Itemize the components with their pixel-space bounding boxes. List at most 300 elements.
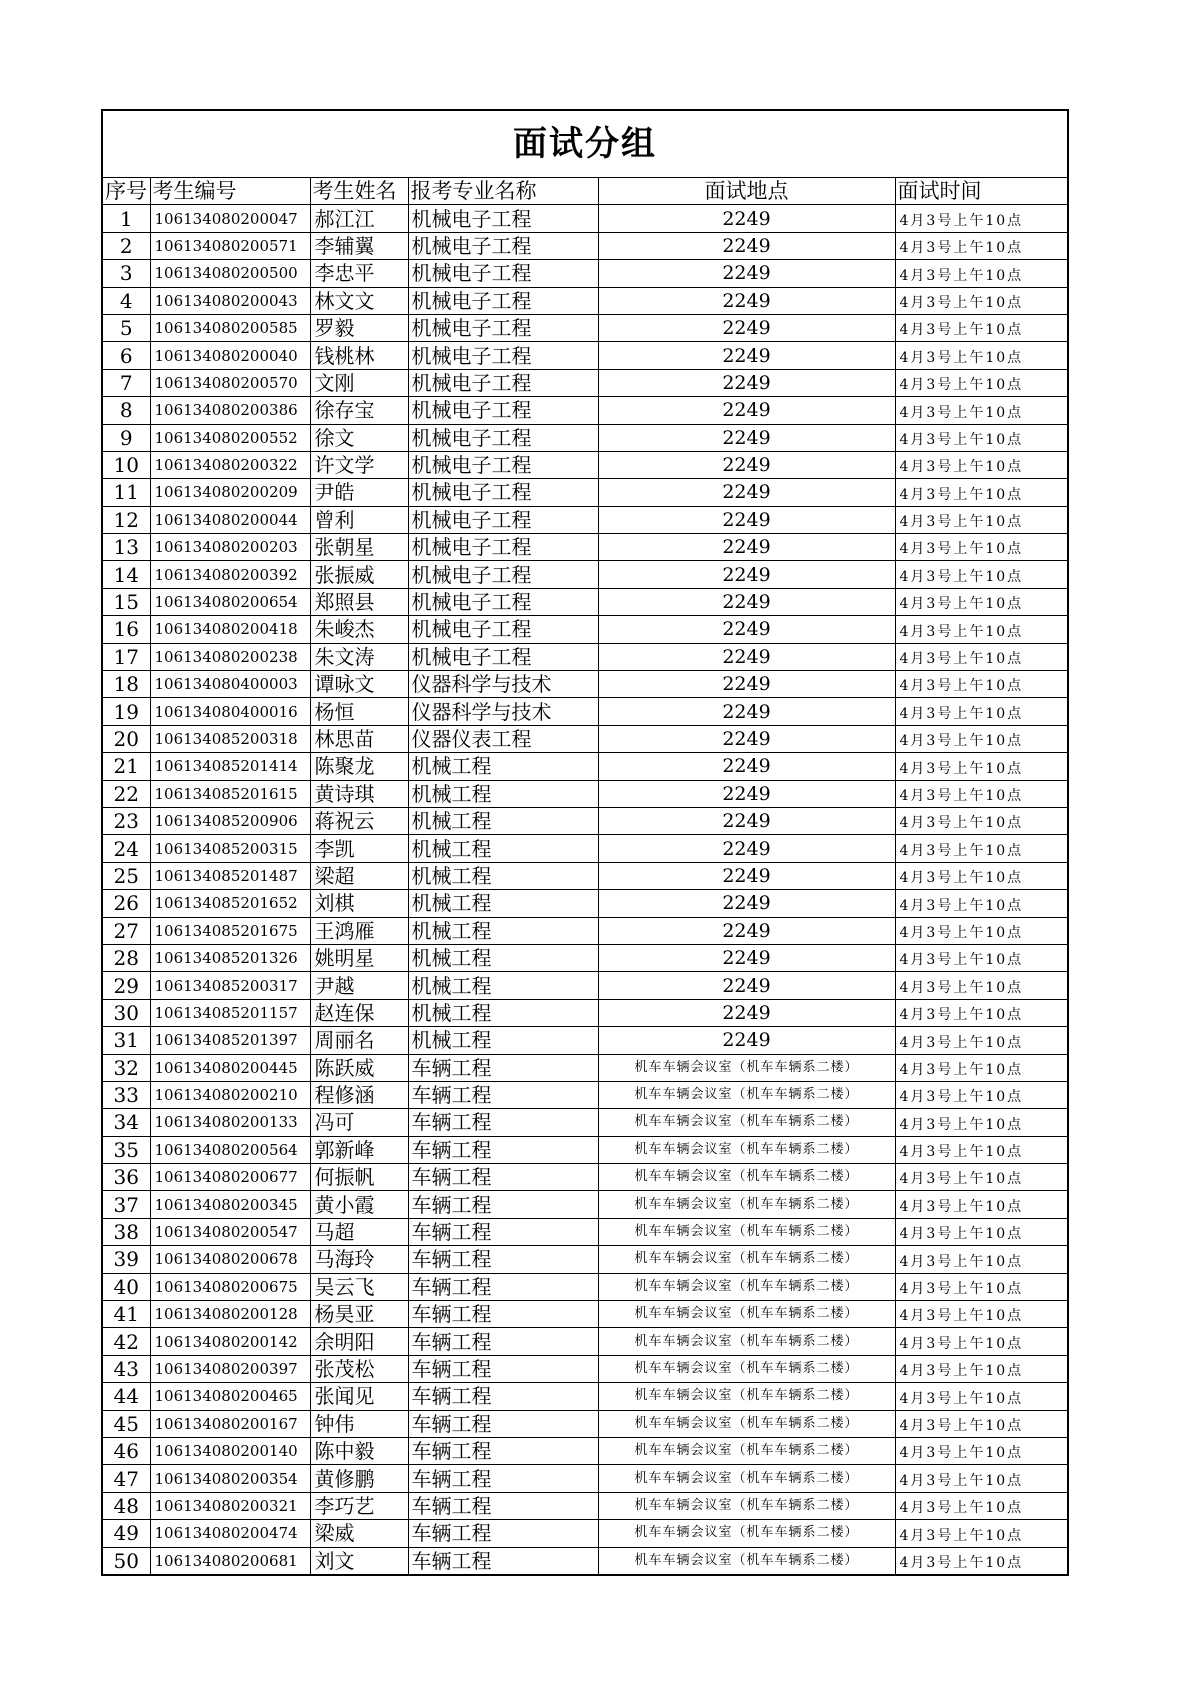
row-name: 马海玲: [310, 1246, 408, 1273]
row-time: 4月3号上午10点: [895, 1027, 1068, 1054]
row-time: 4月3号上午10点: [895, 999, 1068, 1026]
row-major: 机械电子工程: [408, 588, 598, 615]
row-location: 2249: [598, 232, 895, 259]
row-major: 机械电子工程: [408, 424, 598, 451]
row-exam-id: 106134080200128: [150, 1301, 310, 1328]
row-name: 许文学: [310, 451, 408, 478]
row-time: 4月3号上午10点: [895, 807, 1068, 834]
row-exam-id: 106134080200040: [150, 342, 310, 369]
row-time: 4月3号上午10点: [895, 972, 1068, 999]
row-location: 2249: [598, 780, 895, 807]
row-location: 2249: [598, 616, 895, 643]
row-location: 2249: [598, 698, 895, 725]
row-name: 余明阳: [310, 1328, 408, 1355]
row-seq: 50: [102, 1547, 150, 1575]
row-major: 车辆工程: [408, 1410, 598, 1437]
row-time: 4月3号上午10点: [895, 698, 1068, 725]
row-time: 4月3号上午10点: [895, 1437, 1068, 1464]
row-major: 车辆工程: [408, 1492, 598, 1519]
row-major: 车辆工程: [408, 1383, 598, 1410]
row-time: 4月3号上午10点: [895, 1136, 1068, 1163]
row-seq: 20: [102, 725, 150, 752]
row-seq: 28: [102, 944, 150, 971]
row-time: 4月3号上午10点: [895, 1547, 1068, 1575]
row-seq: 23: [102, 807, 150, 834]
row-seq: 34: [102, 1109, 150, 1136]
row-exam-id: 106134080200570: [150, 369, 310, 396]
row-location: 2249: [598, 725, 895, 752]
table-row: [102, 835, 1068, 862]
table-row: [102, 1410, 1068, 1437]
row-name: 张茂松: [310, 1355, 408, 1382]
row-exam-id: 106134080200397: [150, 1355, 310, 1382]
table-row: [102, 232, 1068, 259]
row-exam-id: 106134080200238: [150, 643, 310, 670]
row-seq: 15: [102, 588, 150, 615]
row-seq: 35: [102, 1136, 150, 1163]
row-major: 车辆工程: [408, 1164, 598, 1191]
row-location: 机车车辆会议室（机车车辆系二楼）: [598, 1109, 895, 1136]
row-exam-id: 106134085201326: [150, 944, 310, 971]
table-row: [102, 944, 1068, 971]
row-seq: 18: [102, 671, 150, 698]
row-seq: 26: [102, 890, 150, 917]
row-exam-id: 106134085201675: [150, 917, 310, 944]
row-major: 车辆工程: [408, 1355, 598, 1382]
row-location: 2249: [598, 972, 895, 999]
table-row: [102, 1383, 1068, 1410]
row-name: 徐文: [310, 424, 408, 451]
row-major: 车辆工程: [408, 1081, 598, 1108]
row-name: 郭新峰: [310, 1136, 408, 1163]
row-major: 机械工程: [408, 835, 598, 862]
row-name: 马超: [310, 1218, 408, 1245]
table-row: [102, 1109, 1068, 1136]
row-name: 冯可: [310, 1109, 408, 1136]
row-name: 黄诗琪: [310, 780, 408, 807]
row-location: 2249: [598, 342, 895, 369]
row-name: 曾利: [310, 506, 408, 533]
row-time: 4月3号上午10点: [895, 479, 1068, 506]
row-exam-id: 106134080200167: [150, 1410, 310, 1437]
row-seq: 2: [102, 232, 150, 259]
table-row: [102, 1054, 1068, 1081]
table-row: [102, 534, 1068, 561]
row-exam-id: 106134080200392: [150, 561, 310, 588]
row-major: 车辆工程: [408, 1109, 598, 1136]
row-exam-id: 106134080200321: [150, 1492, 310, 1519]
row-exam-id: 106134080200547: [150, 1218, 310, 1245]
row-time: 4月3号上午10点: [895, 314, 1068, 341]
row-seq: 22: [102, 780, 150, 807]
row-exam-id: 106134080200677: [150, 1164, 310, 1191]
row-name: 张朝星: [310, 534, 408, 561]
row-time: 4月3号上午10点: [895, 1492, 1068, 1519]
row-major: 机械工程: [408, 890, 598, 917]
table-row: [102, 479, 1068, 506]
row-seq: 13: [102, 534, 150, 561]
row-seq: 3: [102, 260, 150, 287]
row-time: 4月3号上午10点: [895, 671, 1068, 698]
row-time: 4月3号上午10点: [895, 944, 1068, 971]
row-time: 4月3号上午10点: [895, 862, 1068, 889]
row-seq: 19: [102, 698, 150, 725]
row-location: 机车车辆会议室（机车车辆系二楼）: [598, 1383, 895, 1410]
row-time: 4月3号上午10点: [895, 1410, 1068, 1437]
table-row: [102, 1437, 1068, 1464]
row-location: 机车车辆会议室（机车车辆系二楼）: [598, 1465, 895, 1492]
row-location: 2249: [598, 260, 895, 287]
header-location: 面试地点: [598, 178, 895, 205]
row-name: 陈聚龙: [310, 753, 408, 780]
row-exam-id: 106134080200474: [150, 1520, 310, 1547]
row-name: 杨恒: [310, 698, 408, 725]
row-major: 机械电子工程: [408, 534, 598, 561]
row-exam-id: 106134080200675: [150, 1273, 310, 1300]
row-exam-id: 106134080200140: [150, 1437, 310, 1464]
row-name: 吴云飞: [310, 1273, 408, 1300]
row-major: 车辆工程: [408, 1437, 598, 1464]
table-row: [102, 890, 1068, 917]
row-exam-id: 106134080200585: [150, 314, 310, 341]
row-name: 罗毅: [310, 314, 408, 341]
header-major: 报考专业名称: [408, 178, 598, 205]
row-major: 车辆工程: [408, 1218, 598, 1245]
row-location: 2249: [598, 890, 895, 917]
header-name: 考生姓名: [310, 178, 408, 205]
row-location: 机车车辆会议室（机车车辆系二楼）: [598, 1136, 895, 1163]
row-exam-id: 106134085201397: [150, 1027, 310, 1054]
row-major: 车辆工程: [408, 1273, 598, 1300]
row-exam-id: 106134085201487: [150, 862, 310, 889]
row-seq: 24: [102, 835, 150, 862]
row-exam-id: 106134080400003: [150, 671, 310, 698]
header-row: [102, 178, 1068, 205]
table-row: [102, 1547, 1068, 1575]
row-location: 2249: [598, 835, 895, 862]
row-location: 2249: [598, 643, 895, 670]
row-seq: 47: [102, 1465, 150, 1492]
row-location: 2249: [598, 506, 895, 533]
table-row: [102, 287, 1068, 314]
row-location: 机车车辆会议室（机车车辆系二楼）: [598, 1246, 895, 1273]
table-row: [102, 260, 1068, 287]
row-time: 4月3号上午10点: [895, 424, 1068, 451]
row-location: 2249: [598, 397, 895, 424]
table-row: [102, 698, 1068, 725]
header-exam-id: 考生编号: [150, 178, 310, 205]
row-time: 4月3号上午10点: [895, 1273, 1068, 1300]
row-seq: 45: [102, 1410, 150, 1437]
row-name: 程修涵: [310, 1081, 408, 1108]
table-row: [102, 1246, 1068, 1273]
row-location: 机车车辆会议室（机车车辆系二楼）: [598, 1081, 895, 1108]
row-seq: 11: [102, 479, 150, 506]
row-location: 2249: [598, 369, 895, 396]
row-major: 机械工程: [408, 1027, 598, 1054]
row-name: 尹越: [310, 972, 408, 999]
row-seq: 5: [102, 314, 150, 341]
row-time: 4月3号上午10点: [895, 835, 1068, 862]
row-exam-id: 106134080200552: [150, 424, 310, 451]
row-location: 机车车辆会议室（机车车辆系二楼）: [598, 1520, 895, 1547]
row-exam-id: 106134080200500: [150, 260, 310, 287]
row-time: 4月3号上午10点: [895, 1054, 1068, 1081]
row-seq: 10: [102, 451, 150, 478]
row-exam-id: 106134080200445: [150, 1054, 310, 1081]
row-exam-id: 106134080200203: [150, 534, 310, 561]
row-name: 黄小霞: [310, 1191, 408, 1218]
row-name: 李凯: [310, 835, 408, 862]
table-row: [102, 1492, 1068, 1519]
row-time: 4月3号上午10点: [895, 451, 1068, 478]
page-title: 面试分组: [102, 110, 1068, 178]
row-seq: 32: [102, 1054, 150, 1081]
table-row: [102, 1191, 1068, 1218]
row-name: 蒋祝云: [310, 807, 408, 834]
table-row: [102, 1520, 1068, 1547]
row-location: 2249: [598, 671, 895, 698]
row-major: 车辆工程: [408, 1136, 598, 1163]
row-seq: 21: [102, 753, 150, 780]
row-location: 2249: [598, 1027, 895, 1054]
row-major: 车辆工程: [408, 1054, 598, 1081]
row-time: 4月3号上午10点: [895, 1465, 1068, 1492]
row-exam-id: 106134085201615: [150, 780, 310, 807]
row-name: 梁威: [310, 1520, 408, 1547]
table-row: [102, 397, 1068, 424]
row-name: 朱峻杰: [310, 616, 408, 643]
row-major: 机械电子工程: [408, 479, 598, 506]
row-seq: 38: [102, 1218, 150, 1245]
row-name: 陈中毅: [310, 1437, 408, 1464]
row-seq: 40: [102, 1273, 150, 1300]
row-location: 2249: [598, 862, 895, 889]
row-time: 4月3号上午10点: [895, 397, 1068, 424]
row-major: 机械电子工程: [408, 342, 598, 369]
row-name: 林文文: [310, 287, 408, 314]
row-name: 林思苗: [310, 725, 408, 752]
row-location: 2249: [598, 314, 895, 341]
row-name: 钟伟: [310, 1410, 408, 1437]
row-time: 4月3号上午10点: [895, 1383, 1068, 1410]
row-time: 4月3号上午10点: [895, 534, 1068, 561]
row-location: 机车车辆会议室（机车车辆系二楼）: [598, 1301, 895, 1328]
row-time: 4月3号上午10点: [895, 506, 1068, 533]
row-major: 机械工程: [408, 862, 598, 889]
row-name: 周丽名: [310, 1027, 408, 1054]
row-time: 4月3号上午10点: [895, 780, 1068, 807]
row-exam-id: 106134080200571: [150, 232, 310, 259]
row-exam-id: 106134085200318: [150, 725, 310, 752]
row-time: 4月3号上午10点: [895, 342, 1068, 369]
row-seq: 49: [102, 1520, 150, 1547]
row-time: 4月3号上午10点: [895, 1164, 1068, 1191]
row-major: 仪器科学与技术: [408, 671, 598, 698]
row-major: 机械工程: [408, 807, 598, 834]
row-location: 机车车辆会议室（机车车辆系二楼）: [598, 1410, 895, 1437]
row-exam-id: 106134080200044: [150, 506, 310, 533]
row-exam-id: 106134080200209: [150, 479, 310, 506]
row-seq: 36: [102, 1164, 150, 1191]
row-location: 2249: [598, 588, 895, 615]
table-row: [102, 1081, 1068, 1108]
row-major: 机械电子工程: [408, 506, 598, 533]
row-major: 车辆工程: [408, 1465, 598, 1492]
row-exam-id: 106134080200654: [150, 588, 310, 615]
row-location: 2249: [598, 451, 895, 478]
row-major: 车辆工程: [408, 1328, 598, 1355]
row-major: 仪器科学与技术: [408, 698, 598, 725]
row-time: 4月3号上午10点: [895, 232, 1068, 259]
table-row: [102, 314, 1068, 341]
row-major: 机械工程: [408, 999, 598, 1026]
row-location: 2249: [598, 944, 895, 971]
row-seq: 27: [102, 917, 150, 944]
row-location: 2249: [598, 917, 895, 944]
row-seq: 48: [102, 1492, 150, 1519]
row-exam-id: 106134085200315: [150, 835, 310, 862]
row-seq: 1: [102, 205, 150, 232]
row-major: 机械电子工程: [408, 643, 598, 670]
table-row: [102, 807, 1068, 834]
row-name: 郝江江: [310, 205, 408, 232]
row-exam-id: 106134080200465: [150, 1383, 310, 1410]
row-name: 郑照县: [310, 588, 408, 615]
row-exam-id: 106134085200906: [150, 807, 310, 834]
row-exam-id: 106134080200418: [150, 616, 310, 643]
row-time: 4月3号上午10点: [895, 1355, 1068, 1382]
row-location: 机车车辆会议室（机车车辆系二楼）: [598, 1355, 895, 1382]
row-major: 机械工程: [408, 944, 598, 971]
row-major: 车辆工程: [408, 1191, 598, 1218]
table-row: [102, 1164, 1068, 1191]
table-row: [102, 1328, 1068, 1355]
row-location: 机车车辆会议室（机车车辆系二楼）: [598, 1273, 895, 1300]
row-name: 钱桃林: [310, 342, 408, 369]
table-row: [102, 725, 1068, 752]
row-seq: 12: [102, 506, 150, 533]
table-row: [102, 369, 1068, 396]
row-time: 4月3号上午10点: [895, 1520, 1068, 1547]
row-name: 陈跃威: [310, 1054, 408, 1081]
row-major: 机械工程: [408, 972, 598, 999]
row-time: 4月3号上午10点: [895, 643, 1068, 670]
table-row: [102, 588, 1068, 615]
row-location: 2249: [598, 753, 895, 780]
table-row: [102, 424, 1068, 451]
row-location: 2249: [598, 999, 895, 1026]
row-time: 4月3号上午10点: [895, 753, 1068, 780]
row-name: 姚明星: [310, 944, 408, 971]
row-name: 刘文: [310, 1547, 408, 1575]
table-row: [102, 780, 1068, 807]
row-location: 2249: [598, 287, 895, 314]
row-location: 机车车辆会议室（机车车辆系二楼）: [598, 1547, 895, 1575]
row-name: 李辅翼: [310, 232, 408, 259]
row-seq: 39: [102, 1246, 150, 1273]
table-row: [102, 999, 1068, 1026]
table-row: [102, 917, 1068, 944]
row-time: 4月3号上午10点: [895, 260, 1068, 287]
row-location: 2249: [598, 534, 895, 561]
row-location: 2249: [598, 561, 895, 588]
row-major: 机械电子工程: [408, 314, 598, 341]
row-name: 尹皓: [310, 479, 408, 506]
table-row: [102, 643, 1068, 670]
row-seq: 14: [102, 561, 150, 588]
row-major: 机械电子工程: [408, 205, 598, 232]
row-exam-id: 106134080200142: [150, 1328, 310, 1355]
row-major: 机械电子工程: [408, 287, 598, 314]
row-seq: 16: [102, 616, 150, 643]
table-row: [102, 342, 1068, 369]
row-seq: 31: [102, 1027, 150, 1054]
row-seq: 29: [102, 972, 150, 999]
row-seq: 8: [102, 397, 150, 424]
row-major: 机械电子工程: [408, 260, 598, 287]
table-row: [102, 1218, 1068, 1245]
row-location: 机车车辆会议室（机车车辆系二楼）: [598, 1191, 895, 1218]
table-row: [102, 451, 1068, 478]
row-seq: 44: [102, 1383, 150, 1410]
row-seq: 4: [102, 287, 150, 314]
row-exam-id: 106134080200133: [150, 1109, 310, 1136]
row-seq: 37: [102, 1191, 150, 1218]
row-exam-id: 106134080200345: [150, 1191, 310, 1218]
row-location: 机车车辆会议室（机车车辆系二楼）: [598, 1164, 895, 1191]
table-row: [102, 561, 1068, 588]
row-name: 文刚: [310, 369, 408, 396]
row-location: 2249: [598, 807, 895, 834]
row-exam-id: 106134080200386: [150, 397, 310, 424]
row-seq: 33: [102, 1081, 150, 1108]
row-major: 机械电子工程: [408, 561, 598, 588]
row-name: 张闻见: [310, 1383, 408, 1410]
row-seq: 25: [102, 862, 150, 889]
row-time: 4月3号上午10点: [895, 1191, 1068, 1218]
row-major: 机械工程: [408, 753, 598, 780]
row-time: 4月3号上午10点: [895, 917, 1068, 944]
row-name: 李忠平: [310, 260, 408, 287]
row-time: 4月3号上午10点: [895, 1301, 1068, 1328]
row-time: 4月3号上午10点: [895, 1246, 1068, 1273]
row-seq: 9: [102, 424, 150, 451]
row-exam-id: 106134085200317: [150, 972, 310, 999]
row-major: 车辆工程: [408, 1520, 598, 1547]
table-row: [102, 616, 1068, 643]
row-seq: 6: [102, 342, 150, 369]
row-name: 张振威: [310, 561, 408, 588]
row-exam-id: 106134080200047: [150, 205, 310, 232]
row-location: 2249: [598, 479, 895, 506]
row-seq: 7: [102, 369, 150, 396]
row-name: 朱文涛: [310, 643, 408, 670]
row-exam-id: 106134080200354: [150, 1465, 310, 1492]
row-time: 4月3号上午10点: [895, 725, 1068, 752]
row-major: 车辆工程: [408, 1301, 598, 1328]
row-exam-id: 106134080200322: [150, 451, 310, 478]
table-row: [102, 972, 1068, 999]
row-major: 机械电子工程: [408, 232, 598, 259]
row-name: 杨昊亚: [310, 1301, 408, 1328]
row-name: 徐存宝: [310, 397, 408, 424]
row-seq: 30: [102, 999, 150, 1026]
interview-group-table: [101, 109, 1069, 1576]
row-time: 4月3号上午10点: [895, 287, 1068, 314]
row-exam-id: 106134080200681: [150, 1547, 310, 1575]
row-time: 4月3号上午10点: [895, 1109, 1068, 1136]
